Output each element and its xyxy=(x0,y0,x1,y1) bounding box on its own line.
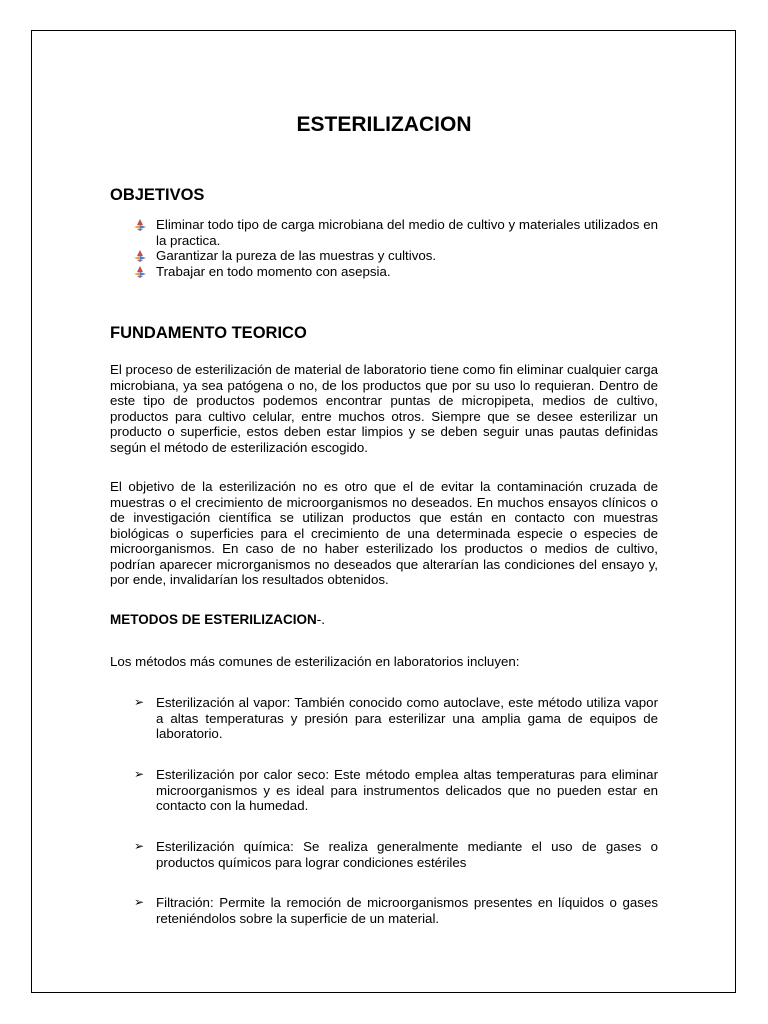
metodos-item-2 xyxy=(110,767,658,814)
metodo-text: Filtración: Permite la remoción de microorganismos presentes en líquidos o gases reteniéndolos sobre la superficie de un material. xyxy=(156,895,658,926)
metodo-item xyxy=(110,695,658,742)
fundamento-paragraph-1: El proceso de esterilización de material de laboratorio tiene como fin eliminar cualquier carga microbiana, ya sea patógena o no, de los productos que por su uso lo requieran. Dentro de este tipo de productos podemos encontrar puntas de micropipeta, medios de cultivo, productos para cultivo celular, entre muchos otros. Siempre que se desee esterilizar un producto o superficie, estos deben estar limpios y se deben seguir unas pautas definidas según el método de esterilización escogido. xyxy=(110,362,658,455)
objetivos-list xyxy=(110,217,658,279)
arrow-bullet-icon: ➢ xyxy=(134,695,145,709)
objetivos-heading: OBJETIVOS xyxy=(110,186,205,204)
objetivo-text: Garantizar la pureza de las muestras y cultivos. xyxy=(156,248,437,263)
diamond-bullet-icon xyxy=(134,219,146,231)
fundamento-paragraph-2: El objetivo de la esterilización no es otro que el de evitar la contaminación cruzada de muestras o el crecimiento de microorganismos no deseados. En muchos ensayos clínicos o de investigación científica se utilizan productos que están en contacto con muestras biológicas o superficies para el crecimiento de una determinada especie o especies de microorganismos. En caso de no haber esterilizado los productos o medios de cultivo, podrían aparecer microrganismos no deseados que alterarían las condiciones del ensayo y, por ende, invalidarían los resultados obtenidos. xyxy=(110,479,658,587)
arrow-bullet-icon: ➢ xyxy=(134,895,145,909)
diamond-bullet-icon xyxy=(134,250,146,262)
metodo-item xyxy=(110,895,658,926)
arrow-bullet-icon: ➢ xyxy=(134,767,145,781)
metodo-text: Esterilización química: Se realiza generalmente mediante el uso de gases o productos químicos para lograr condiciones estériles xyxy=(156,839,658,870)
fundamento-heading: FUNDAMENTO TEORICO xyxy=(110,324,307,342)
diamond-bullet-icon xyxy=(134,266,146,278)
metodos-intro: Los métodos más comunes de esterilización en laboratorios incluyen: xyxy=(110,654,520,669)
metodo-item xyxy=(110,767,658,814)
document-title: ESTERILIZACION xyxy=(296,113,472,136)
metodos-item-4 xyxy=(110,895,658,926)
objetivo-text: Eliminar todo tipo de carga microbiana del medio de cultivo y materiales utilizados en la practica. xyxy=(156,217,658,248)
metodos-heading xyxy=(110,612,325,627)
objetivo-item xyxy=(110,217,658,248)
metodo-text: Esterilización al vapor: También conocido como autoclave, este método utiliza vapor a altas temperaturas y presión para esterilizar una amplia gama de equipos de laboratorio. xyxy=(156,695,658,741)
metodo-text: Esterilización por calor seco: Este método emplea altas temperaturas para eliminar microorganismos y es ideal para instrumentos delicados que no pueden estar en contacto con la humedad. xyxy=(156,767,658,813)
metodos-item-1 xyxy=(110,695,658,742)
metodos-heading-text: METODOS DE ESTERILIZACION xyxy=(110,612,317,627)
objetivo-item xyxy=(110,248,658,264)
objetivo-text: Trabajar en todo momento con asepsia. xyxy=(156,263,391,279)
metodo-item xyxy=(110,839,658,870)
metodos-heading-suffix: -. xyxy=(316,612,326,627)
objetivo-item xyxy=(110,264,658,280)
metodos-item-3 xyxy=(110,839,658,870)
arrow-bullet-icon: ➢ xyxy=(134,839,145,853)
